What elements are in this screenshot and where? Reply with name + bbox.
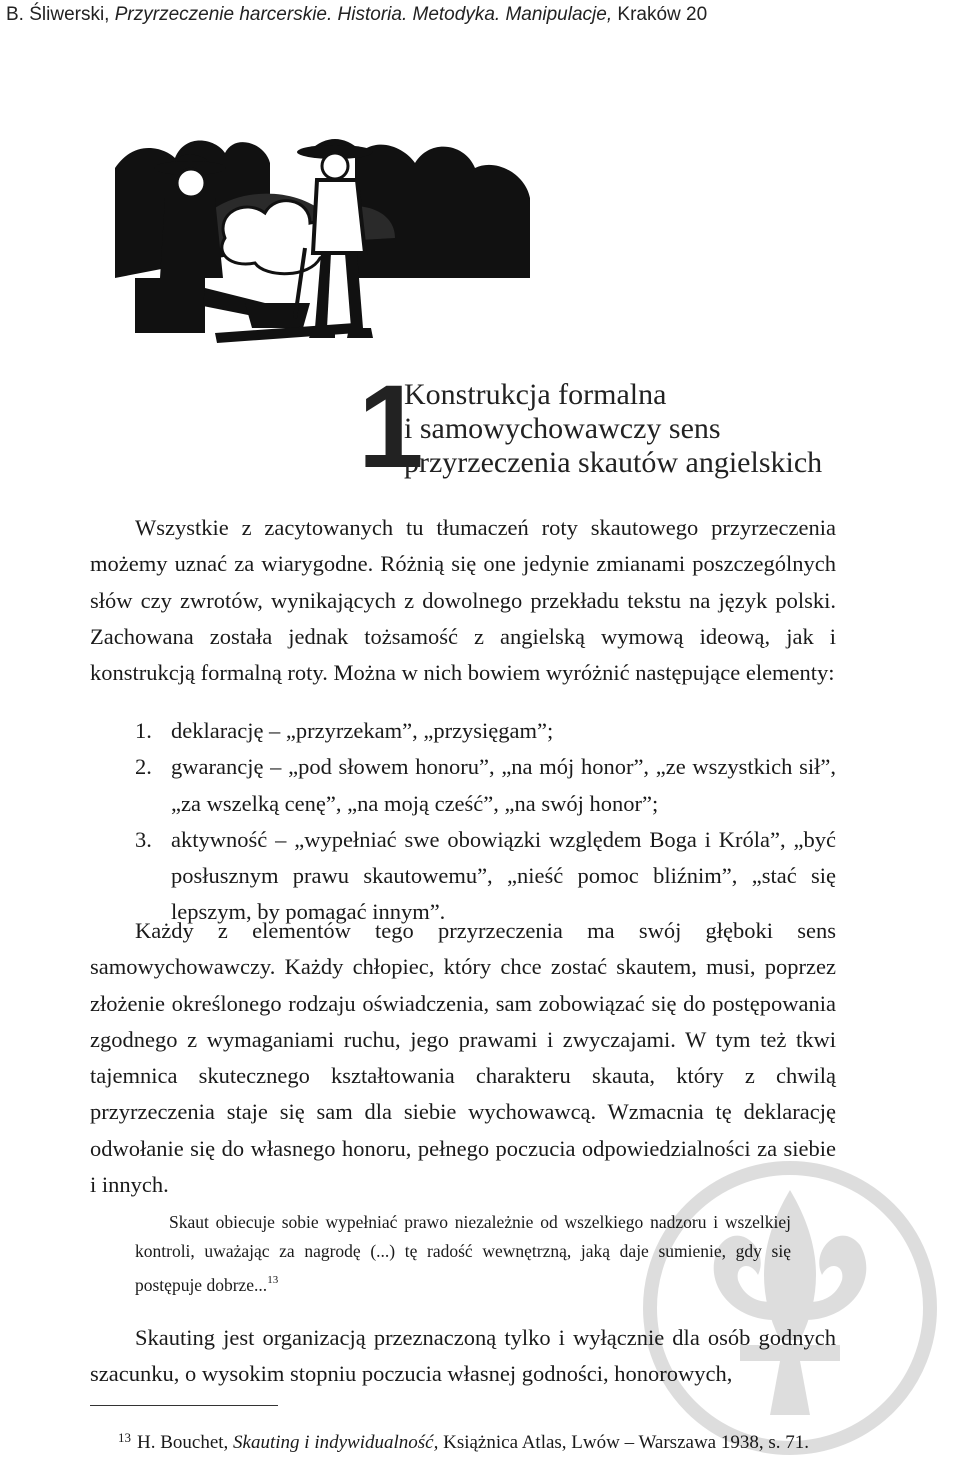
footnote-rule — [90, 1405, 278, 1406]
running-head-author: B. Śliwerski, — [6, 4, 110, 25]
list-item-number: 2. — [135, 754, 152, 780]
quote-footnote-ref: 13 — [267, 1274, 279, 1286]
running-head-place: Kraków 20 — [617, 4, 708, 25]
paragraph-3: Skauting jest organizacją przeznaczoną tylko i wyłącznie dla osób godnych szacunku, o wysokim stopniu poczucia własnej godności, honorowych, — [90, 1325, 836, 1387]
intro-paragraph-block — [90, 510, 836, 691]
chapter-title — [404, 378, 822, 480]
footnote-number: 13 — [118, 1430, 131, 1445]
footnote-title: Skauting i indywidualność, — [233, 1432, 439, 1453]
intro-paragraph: Wszystkie z zacytowanych tu tłumaczeń roty skautowego przyrzeczenia możemy uznać za wiarygodne. Różnią się one jedynie zmianami poszczególnych słów czy zwrotów, wynikających z dowolnego przekładu tekstu na język polski. Zachowana została jednak tożsamość z angielską wymową ideową, jak i konstrukcją formalną roty. Można w nich bowiem wyróżnić następujące elementy: — [90, 515, 836, 686]
fleur-de-lis-watermark-icon — [640, 1150, 940, 1465]
chapter-title-line: Konstrukcja formalna — [404, 378, 667, 411]
list-item-number: 1. — [135, 718, 152, 743]
list-item-text: gwarancję – „pod słowem honoru”, „na mój honor”, „ze wszystkich sił”, „za wszelką cenę”, „na moją cześć”, „na swój honor”; — [171, 754, 836, 816]
list-item-number: 3. — [135, 826, 152, 852]
running-head-title: Przyrzeczenie harcerskie. Historia. Metodyka. Manipulacje, — [114, 4, 613, 25]
footnote-author: H. Bouchet, — [137, 1432, 229, 1453]
chapter-title-line: i samowychowawczy sens — [404, 412, 721, 445]
footnote-details: Książnica Atlas, Lwów – Warszawa 1938, s. 71. — [443, 1432, 809, 1453]
chapter-number: 1 — [358, 361, 424, 493]
list-item — [135, 713, 836, 749]
list-item — [135, 749, 836, 822]
quote-text: Skaut obiecuje sobie wypełniać prawo niezależnie od wszelkiego nadzoru i wszelkiej kontroli, uważając za nagrodę (...) tę radość wewnętrzną, jaką daje sumienie, gdy się postępuje dobrze... — [135, 1212, 791, 1295]
elements-list — [135, 713, 836, 931]
paragraph-2: Każdy z elementów tego przyrzeczenia ma swój głęboki sens samowychowawczy. Każdy chłopiec, który chce zostać skautem, musi, poprzez złożenie określonego rodzaju oświadczenia, sam zobowiązać się do postępowania zgodnego z wymaganiami ruchu, jego prawami i zwyczajami. W tym też tkwi tajemnica skutecznego kształtowania charakteru skauta, który z chwilą przyrzeczenia staje się sam dla siebie wychowawcą. Wzmacnia tę deklarację odwołanie się do własnego honoru, pełnego poczucia odpowiedzialności za siebie i innych. — [90, 918, 836, 1198]
chapter-title-line: przyrzeczenia skautów angielskich — [404, 446, 823, 479]
scouts-campfire-illustration — [95, 128, 535, 350]
list-item-text: deklarację – „przyrzekam”, „przysięgam”; — [171, 718, 554, 743]
running-head — [6, 4, 707, 26]
list-item-text: aktywność – „wypełniać swe obowiązki względem Boga i Króla”, „być posłusznym prawu skautowemu”, „nieść pomoc bliźnim”, „stać się lepszym, by pomagać innym”. — [171, 826, 836, 925]
